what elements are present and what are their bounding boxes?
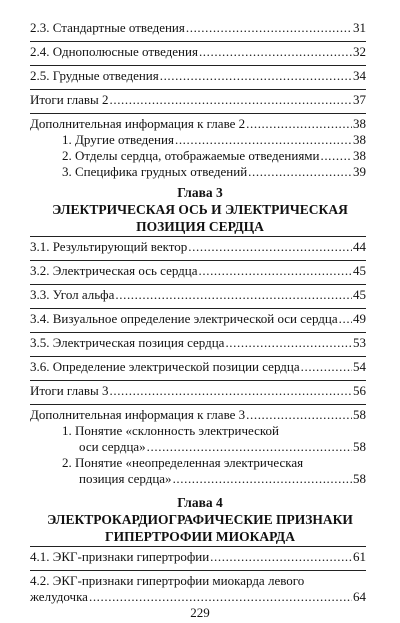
toc-entry-page: 54	[353, 359, 366, 374]
toc-subentry	[62, 148, 366, 164]
leader-dots	[199, 44, 352, 60]
toc-entry-page: 61	[353, 549, 366, 564]
chapter-label: Глава 3	[177, 185, 223, 200]
leader-dots	[320, 148, 352, 164]
leader-dots	[186, 20, 352, 36]
leader-dots	[339, 311, 352, 327]
toc-entry	[30, 589, 366, 605]
leader-dots	[173, 471, 352, 487]
toc-entry-title: Дополнительная информация к главе 2	[30, 116, 246, 131]
toc-entry-title: 4.1. ЭКГ-признаки гипертрофии	[30, 549, 210, 564]
chapter-title: ПОЗИЦИЯ СЕРДЦА	[136, 219, 264, 234]
toc-entry-title: 3.5. Электрическая позиция сердца	[30, 335, 225, 350]
toc-entry-page: 38	[353, 148, 366, 163]
toc-entry-title: 2.3. Стандартные отведения	[30, 20, 185, 35]
toc-entry-title: 3.1. Результирующий вектор	[30, 239, 188, 254]
toc-subentry	[62, 132, 366, 148]
leader-dots	[225, 335, 352, 351]
toc-entry-title: позиция сердца»	[79, 471, 172, 486]
toc-entry-line: 4.2. ЭКГ-признаки гипертрофии миокарда левого	[30, 573, 305, 588]
divider	[30, 89, 366, 90]
toc-entry	[30, 287, 366, 303]
leader-dots	[199, 263, 352, 279]
toc-entry	[30, 549, 366, 565]
leader-dots	[188, 239, 352, 255]
leader-dots	[301, 359, 352, 375]
toc-subentry	[79, 471, 366, 487]
toc-entry	[30, 359, 366, 375]
toc-entry-page: 34	[353, 68, 366, 83]
toc-entry-page: 58	[353, 407, 366, 422]
divider	[30, 236, 366, 237]
leader-dots	[147, 439, 352, 455]
page-number: 229	[190, 605, 210, 620]
leader-dots	[110, 383, 353, 399]
toc-entry	[30, 92, 366, 108]
toc-entry-title: 2. Отделы сердца, отображаемые отведениями	[62, 148, 320, 163]
toc-entry	[30, 68, 366, 84]
divider	[30, 284, 366, 285]
toc-entry-title: 1. Другие отведения	[62, 132, 174, 147]
toc-entry-page: 58	[353, 471, 366, 486]
divider	[30, 404, 366, 405]
toc-entry-title: 3.2. Электрическая ось сердца	[30, 263, 198, 278]
toc-entry	[30, 407, 366, 423]
toc-entry-title: 3.4. Визуальное определение электрической оси сердца	[30, 311, 338, 326]
divider	[30, 332, 366, 333]
divider	[30, 41, 366, 42]
leader-dots	[110, 92, 353, 108]
leader-dots	[160, 68, 352, 84]
toc-entry-page: 45	[353, 263, 366, 278]
leader-dots	[248, 164, 352, 180]
toc-entry-title: 3.6. Определение электрической позиции сердца	[30, 359, 300, 374]
toc-entry	[30, 263, 366, 279]
toc-subentry-line: 2. Понятие «неопределенная электрическая	[62, 455, 304, 470]
toc-entry-page: 38	[353, 116, 366, 131]
toc-entry-page: 44	[353, 239, 366, 254]
toc-entry-title: 3.3. Угол альфа	[30, 287, 115, 302]
toc-entry	[30, 44, 366, 60]
toc-entry-page: 58	[353, 439, 366, 454]
toc-entry-title: Дополнительная информация к главе 3	[30, 407, 246, 422]
toc-entry-page: 38	[353, 132, 366, 147]
leader-dots	[89, 589, 352, 605]
leader-dots	[210, 549, 352, 565]
leader-dots	[246, 407, 352, 423]
toc-entry-page: 64	[353, 589, 366, 604]
divider	[30, 308, 366, 309]
toc-entry-title: 2.4. Однополюсные отведения	[30, 44, 198, 59]
toc-entry-page: 37	[353, 92, 366, 107]
toc-entry-page: 39	[353, 164, 366, 179]
toc-entry-title: желудочка	[30, 589, 88, 604]
divider	[30, 65, 366, 66]
toc-entry	[30, 20, 366, 36]
toc-entry-page: 31	[353, 20, 366, 35]
toc-entry	[30, 335, 366, 351]
toc-entry-page: 49	[353, 311, 366, 326]
toc-entry-title: Итоги главы 2	[30, 92, 109, 107]
toc-subentry-line: 1. Понятие «склонность электрической	[62, 423, 279, 438]
leader-dots	[115, 287, 352, 303]
toc-entry-title: оси сердца»	[79, 439, 146, 454]
divider	[30, 546, 366, 547]
toc-entry-title: Итоги главы 3	[30, 383, 109, 398]
toc-entry	[30, 383, 366, 399]
toc-subentry	[62, 164, 366, 180]
toc-entry-page: 32	[353, 44, 366, 59]
toc-entry-page: 53	[353, 335, 366, 350]
leader-dots	[246, 116, 352, 132]
toc-entry	[30, 311, 366, 327]
toc-entry	[30, 239, 366, 255]
divider	[30, 260, 366, 261]
chapter-title: ЭЛЕКТРОКАРДИОГРАФИЧЕСКИЕ ПРИЗНАКИ	[47, 512, 353, 527]
toc-subentry	[79, 439, 366, 455]
divider	[30, 356, 366, 357]
toc-entry-title: 2.5. Грудные отведения	[30, 68, 159, 83]
leader-dots	[175, 132, 352, 148]
divider	[30, 113, 366, 114]
toc-entry	[30, 116, 366, 132]
divider	[30, 380, 366, 381]
chapter-title: ЭЛЕКТРИЧЕСКАЯ ОСЬ И ЭЛЕКТРИЧЕСКАЯ	[52, 202, 348, 217]
toc-entry-title: 3. Специфика грудных отведений	[62, 164, 248, 179]
toc-entry-page: 45	[353, 287, 366, 302]
toc-entry-page: 56	[353, 383, 366, 398]
divider	[30, 570, 366, 571]
chapter-title: ГИПЕРТРОФИИ МИОКАРДА	[105, 529, 295, 544]
chapter-label: Глава 4	[177, 495, 223, 510]
